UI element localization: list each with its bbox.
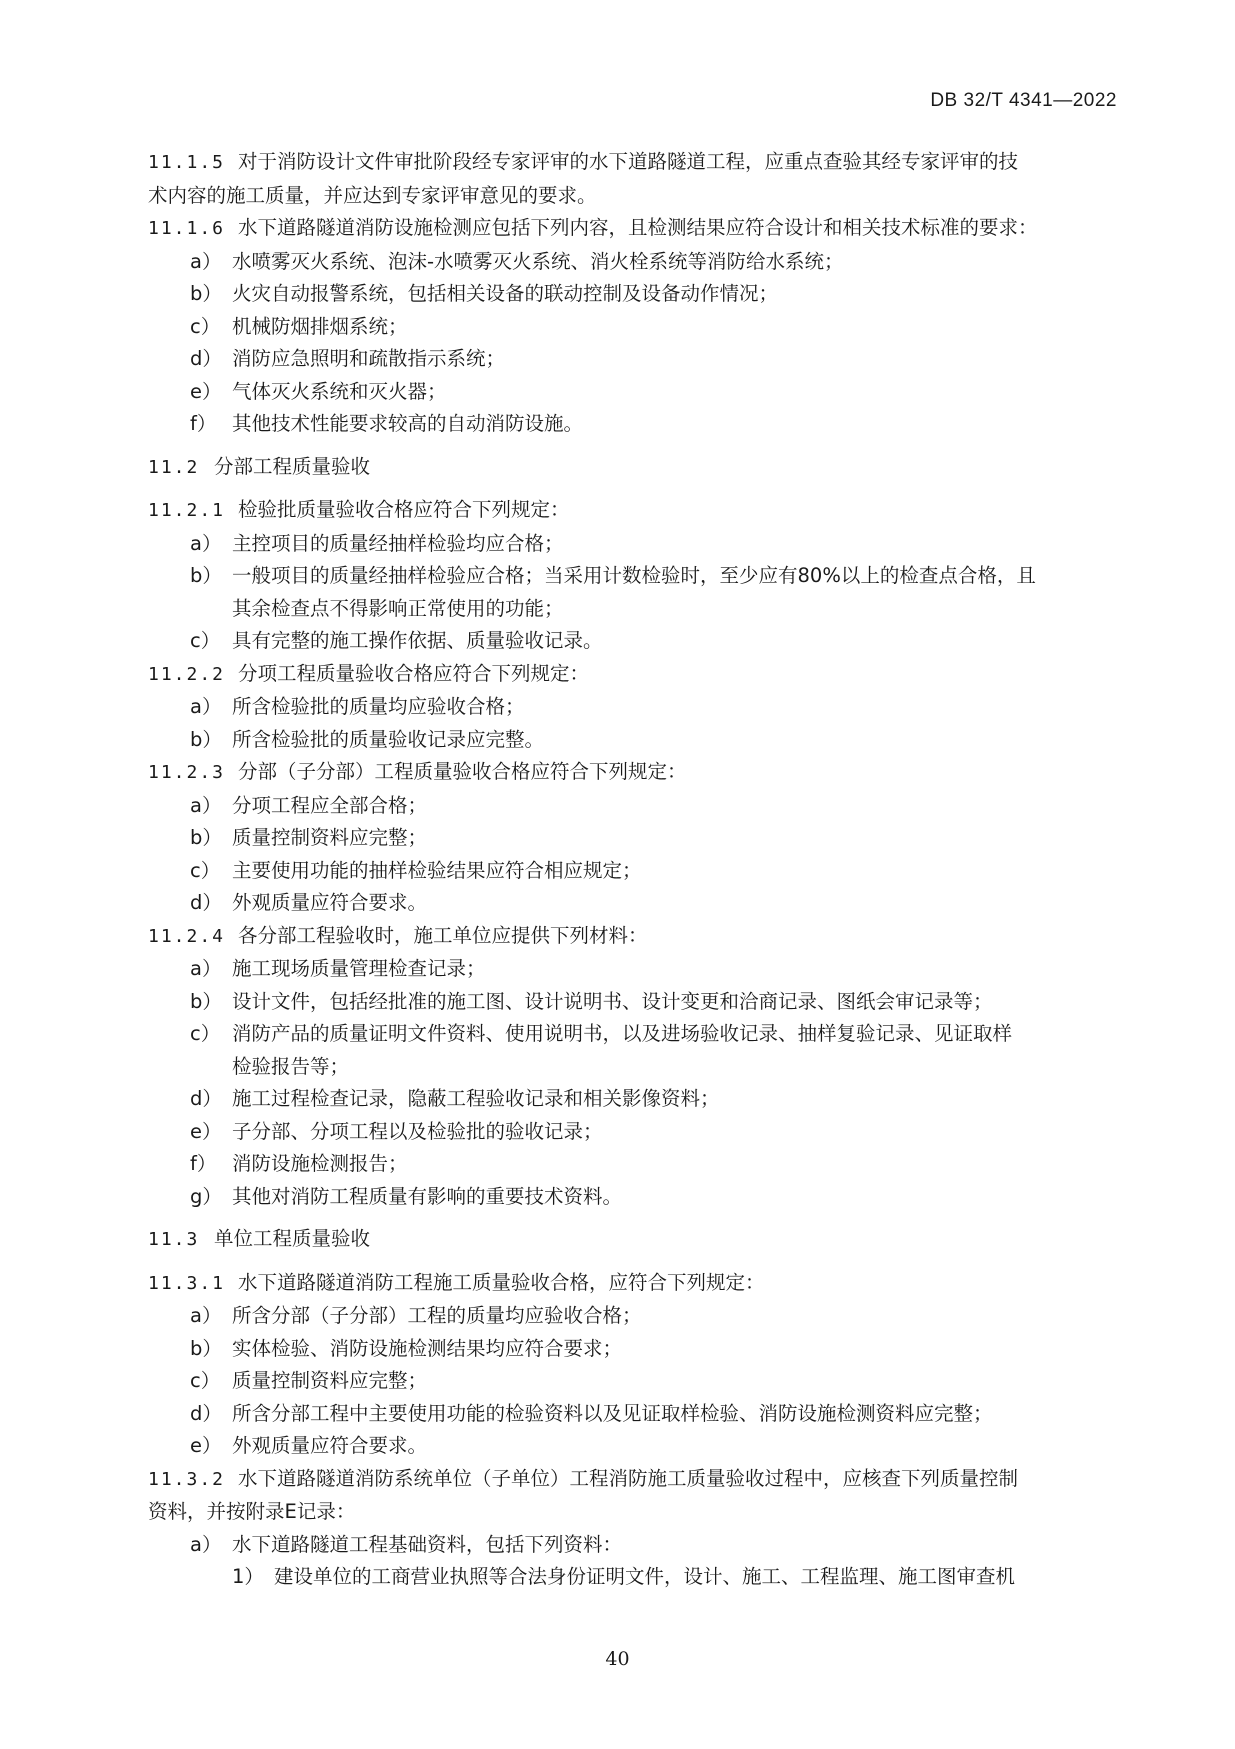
item-text: 施工现场质量管理检查记录； (232, 957, 486, 980)
list-item (148, 986, 1116, 1019)
list-item (148, 1529, 1116, 1562)
list-item (148, 311, 1116, 344)
item-text: 主控项目的质量经抽样检验均应合格； (232, 531, 564, 555)
list-item (148, 691, 1116, 724)
item-label: a） (190, 1304, 222, 1327)
clause-text: 各分部工程验收时，施工单位应提供下列材料： (238, 923, 648, 947)
list-item (148, 1181, 1116, 1214)
section-number: 11.2 (148, 456, 200, 478)
item-text: 分项工程应全部合格； (232, 793, 428, 817)
item-text: 子分部、分项工程以及检验批的验收记录； (232, 1119, 603, 1143)
item-text: 火灾自动报警系统，包括相关设备的联动控制及设备动作情况； (232, 282, 779, 305)
clause-number: 11.1.5 (148, 152, 226, 173)
item-label: a） (190, 695, 222, 718)
item-label: b） (190, 826, 222, 849)
item-label: e） (190, 379, 222, 403)
item-text: 所含检验批的质量验收记录应完整。 (232, 727, 545, 751)
item-text: 水下道路隧道工程基础资料，包括下列资料： (232, 1532, 623, 1556)
clause-number: 11.3.1 (148, 1272, 226, 1294)
item-label: b） (190, 564, 222, 587)
item-text: 施工过程检查记录，隐蔽工程验收记录和相关影像资料； (232, 1087, 720, 1110)
list-item (148, 528, 1116, 561)
list-item (148, 953, 1116, 986)
item-text: 所含分部（子分部）工程的质量均应验收合格； (232, 1304, 642, 1327)
item-text: 实体检验、消防设施检测结果均应符合要求； (232, 1336, 623, 1360)
clause-11-2-4 (148, 920, 1116, 954)
item-label: a） (190, 957, 222, 980)
clause-text: 水下道路隧道消防设施检测应包括下列内容，且检测结果应符合设计和相关技术标准的要求： (238, 216, 1038, 239)
clause-text: 检验批质量验收合格应符合下列规定： (238, 498, 570, 521)
clause-11-2-1 (148, 494, 1116, 528)
item-text: 所含检验批的质量均应验收合格； (232, 695, 525, 718)
list-item (148, 1333, 1116, 1366)
item-label: c） (190, 1369, 221, 1392)
clause-text: 水下道路隧道消防工程施工质量验收合格，应符合下列规定： (238, 1270, 765, 1294)
list-item (148, 855, 1116, 888)
section-heading-11-2 (148, 451, 1116, 485)
item-text: 气体灭火系统和灭火器； (232, 379, 447, 403)
item-label: c） (190, 1022, 221, 1045)
item-text: 质量控制资料应完整； (232, 1369, 428, 1392)
item-text: 水喷雾灭火系统、泡沫-水喷雾灭火系统、消火栓系统等消防给水系统； (232, 249, 844, 273)
clause-11-3-1 (148, 1267, 1116, 1301)
item-text: 所含分部工程中主要使用功能的检验资料以及见证取样检验、消防设施检测资料应完整； (232, 1401, 993, 1425)
list-item (148, 560, 1116, 593)
list-item (148, 408, 1116, 441)
sub-item-text: 建设单位的工商营业执照等合法身份证明文件，设计、施工、工程监理、施工图审查机 (274, 1565, 1016, 1588)
list-item (148, 343, 1116, 376)
list-item (148, 1398, 1116, 1431)
item-label: a） (190, 249, 222, 273)
item-text: 质量控制资料应完整； (232, 826, 428, 849)
item-text: 消防应急照明和疏散指示系统； (232, 347, 506, 370)
clause-11-2-2 (148, 658, 1116, 692)
section-number: 11.3 (148, 1229, 200, 1250)
item-label: a） (190, 531, 222, 555)
clause-11-1-5 (148, 146, 1116, 180)
item-text: 消防产品的质量证明文件资料、使用说明书，以及进场验收记录、抽样复验记录、见证取样 (232, 1022, 1013, 1045)
list-item (148, 1430, 1116, 1463)
list-item (148, 1365, 1116, 1398)
clause-11-1-6 (148, 212, 1116, 246)
item-label: d） (190, 347, 222, 370)
clause-11-2-3 (148, 756, 1116, 790)
clause-text: 水下道路隧道消防系统单位（子单位）工程消防施工质量验收过程中，应核查下列质量控制 (238, 1466, 1019, 1490)
item-label: b） (190, 1336, 222, 1360)
standard-code-header: DB 32/T 4341—2022 (930, 90, 1117, 111)
item-label: c） (190, 858, 221, 882)
item-text: 消防设施检测报告； (232, 1152, 408, 1175)
clause-number: 11.2.1 (148, 500, 226, 521)
clause-text: 分部（子分部）工程质量验收合格应符合下列规定： (238, 760, 687, 783)
item-label: a） (190, 1532, 222, 1556)
clause-11-1-5-continuation: 术内容的施工质量，并应达到专家评审意见的要求。 (148, 183, 597, 207)
list-item (148, 887, 1116, 920)
clause-11-3-2-continuation: 资料，并按附录E记录： (148, 1500, 356, 1523)
item-label: c） (190, 314, 221, 338)
list-item (148, 278, 1116, 311)
item-label: g） (190, 1184, 222, 1208)
clause-number: 11.3.2 (148, 1468, 226, 1490)
item-label: f） (190, 1152, 217, 1175)
item-text: 一般项目的质量经抽样检验应合格；当采用计数检验时，至少应有80%以上的检查点合格，且 (232, 564, 1036, 587)
item-text: 外观质量应符合要求。 (232, 891, 428, 914)
clause-11-3-2 (148, 1463, 1116, 1497)
section-title: 分部工程质量验收 (214, 454, 371, 478)
list-item (148, 822, 1116, 855)
item-text: 其他技术性能要求较高的自动消防设施。 (232, 412, 584, 435)
list-item (148, 1083, 1116, 1116)
list-item (148, 1018, 1116, 1051)
clause-text: 分项工程质量验收合格应符合下列规定： (238, 661, 590, 685)
list-item (148, 1116, 1116, 1149)
sub-list-item (148, 1561, 1116, 1594)
page-number: 40 (605, 1648, 630, 1670)
item-text: 具有完整的施工操作依据、质量验收记录。 (232, 629, 603, 652)
item-label: d） (190, 1087, 222, 1110)
item-label: f） (190, 412, 217, 435)
list-item (148, 625, 1116, 658)
list-item (148, 790, 1116, 823)
item-label: d） (190, 1401, 222, 1425)
list-item (148, 246, 1116, 279)
item-label: e） (190, 1119, 222, 1143)
item-text: 机械防烟排烟系统； (232, 314, 408, 338)
item-label: e） (190, 1434, 222, 1457)
item-label: b） (190, 727, 222, 751)
item-label: c） (190, 629, 221, 652)
section-title: 单位工程质量验收 (214, 1227, 371, 1250)
item-label: b） (190, 282, 222, 305)
item-label: d） (190, 891, 222, 914)
item-text: 其他对消防工程质量有影响的重要技术资料。 (232, 1184, 623, 1208)
item-label: b） (190, 989, 222, 1013)
list-item (148, 1148, 1116, 1181)
page-content (148, 146, 1116, 1594)
clause-number: 11.2.4 (148, 925, 226, 947)
item-text: 主要使用功能的抽样检验结果应符合相应规定； (232, 858, 642, 882)
item-label: a） (190, 793, 222, 817)
clause-number: 11.2.3 (148, 762, 226, 783)
list-item (148, 376, 1116, 409)
list-item-continuation: 检验报告等； (232, 1054, 350, 1078)
list-item (148, 724, 1116, 757)
item-text: 外观质量应符合要求。 (232, 1434, 428, 1457)
item-text: 设计文件，包括经批准的施工图、设计说明书、设计变更和洽商记录、图纸会审记录等； (232, 989, 993, 1013)
clause-number: 11.2.2 (148, 663, 226, 685)
list-item (148, 1300, 1116, 1333)
list-item-continuation: 其余检查点不得影响正常使用的功能； (232, 596, 564, 620)
section-heading-11-3 (148, 1223, 1116, 1257)
clause-number: 11.1.6 (148, 218, 226, 239)
sub-item-label: 1） (232, 1565, 264, 1588)
clause-text: 对于消防设计文件审批阶段经专家评审的水下道路隧道工程，应重点查验其经专家评审的技 (238, 150, 1019, 173)
